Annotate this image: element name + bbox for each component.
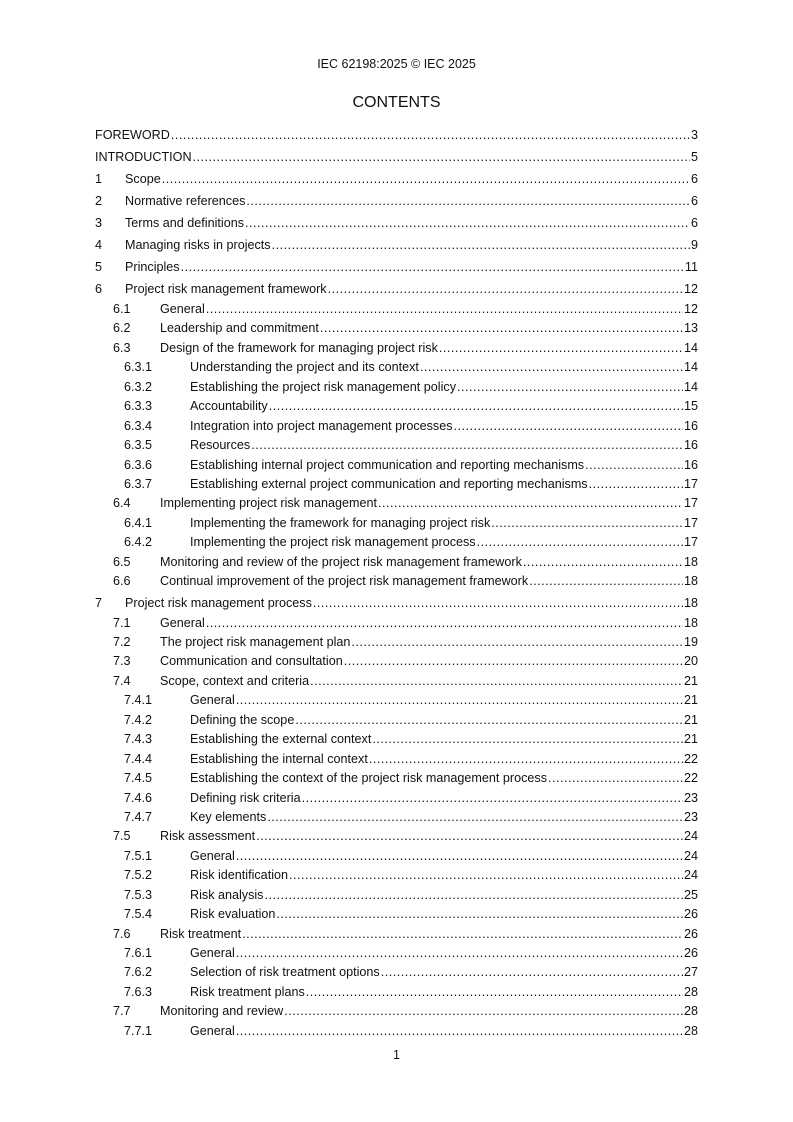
dot-leader [276, 905, 683, 924]
toc-entry-page: 23 [683, 790, 698, 805]
toc-entry-page: 14 [683, 379, 698, 394]
toc-entry-number: 6.3.7 [124, 476, 153, 491]
toc-entry-page: 14 [683, 340, 698, 355]
toc-entry-title: Scope, context and criteria [160, 673, 310, 688]
toc-entry[interactable] [95, 730, 698, 749]
toc-entry-page: 21 [683, 673, 698, 688]
toc-entry[interactable] [95, 789, 698, 808]
toc-entry[interactable] [95, 711, 698, 730]
toc-entry-page: 12 [683, 302, 698, 316]
toc-entry-number: 1 [95, 172, 103, 186]
dot-leader [378, 494, 683, 513]
toc-entry-number: 7.7.1 [124, 1023, 153, 1038]
toc-entry[interactable] [95, 633, 698, 652]
toc-entry-number: 6.4 [113, 496, 131, 511]
toc-entry-title: Selection of risk treatment options [190, 965, 380, 980]
toc-entry-number: 7.7 [113, 1004, 131, 1019]
toc-entry-title: Risk identification [190, 868, 288, 883]
toc-entry-page: 26 [683, 946, 698, 960]
toc-entry-page: 27 [683, 965, 698, 980]
dot-leader [306, 983, 683, 1002]
toc-entry-page: 5 [690, 150, 698, 164]
toc-entry-number: 6.3.6 [124, 457, 153, 472]
toc-entry[interactable] [95, 168, 698, 190]
dot-leader [236, 944, 683, 963]
dot-leader [295, 711, 683, 730]
toc-entry-page: 6 [690, 216, 698, 230]
toc-entry[interactable] [95, 533, 698, 552]
toc-entry-number: 6.6 [113, 574, 131, 589]
toc-entry-title: INTRODUCTION [95, 150, 192, 164]
document-header: IEC 62198:2025 © IEC 2025 [317, 57, 476, 71]
toc-entry-title: Defining risk criteria [190, 790, 301, 805]
dot-leader [320, 319, 683, 338]
toc-entry-number: 7.4.1 [124, 693, 153, 708]
toc-entry-page: 20 [683, 654, 698, 669]
toc-entry-title: Establishing the external context [190, 732, 372, 747]
dot-leader [236, 691, 683, 710]
toc-entry-title: Project risk management process [125, 595, 312, 610]
toc-entry[interactable] [95, 436, 698, 455]
toc-entry-page: 21 [683, 693, 698, 708]
toc-entry[interactable] [95, 963, 698, 982]
dot-leader [589, 475, 683, 494]
toc-entry-number: 7.3 [113, 654, 131, 669]
dot-leader [284, 1002, 683, 1021]
toc-entry-title: Establishing the internal context [190, 751, 368, 766]
toc-entry-page: 17 [683, 476, 698, 491]
toc-entry-number: 7.2 [113, 635, 131, 649]
toc-entry-title: Risk evaluation [190, 907, 276, 922]
toc-entry-title: Integration into project management processes [190, 418, 453, 433]
toc-entry-page: 16 [683, 418, 698, 433]
toc-entry[interactable] [95, 212, 698, 234]
toc-entry-page: 16 [683, 457, 698, 472]
toc-entry-title: Risk treatment [160, 926, 242, 941]
toc-entry-number: 7.4.6 [124, 790, 153, 805]
dot-leader [310, 672, 683, 691]
dot-leader [267, 808, 683, 827]
dot-leader [457, 378, 683, 397]
toc-entry-page: 18 [683, 574, 698, 589]
toc-entry[interactable] [95, 456, 698, 475]
toc-entry-number: 7.5.4 [124, 907, 153, 922]
toc-entry-number: 6.3.1 [124, 360, 153, 375]
dot-leader [491, 514, 683, 533]
toc-entry-page: 26 [683, 926, 698, 941]
toc-entry-title: Monitoring and review of the project risk management framework [160, 554, 522, 569]
toc-entry-number: 7.1 [113, 615, 131, 630]
toc-entry-page: 14 [683, 360, 698, 375]
dot-leader [302, 789, 683, 808]
toc-entry-number: 7.4.2 [124, 712, 153, 727]
toc-entry-page: 18 [683, 615, 698, 630]
toc-entry[interactable] [95, 652, 698, 671]
toc-entry-title: General [160, 615, 205, 630]
toc-entry[interactable] [95, 827, 698, 846]
toc-entry-page: 24 [683, 848, 698, 863]
toc-entry[interactable] [95, 494, 698, 513]
dot-leader [171, 124, 690, 146]
dot-leader [381, 963, 683, 982]
toc-entry-title: FOREWORD [95, 128, 170, 142]
toc-entry-number: 7.4.5 [124, 771, 153, 786]
dot-leader [269, 397, 683, 416]
dot-leader [245, 212, 690, 234]
toc-entry[interactable] [95, 358, 698, 377]
dot-leader [289, 866, 683, 885]
dot-leader [454, 417, 683, 436]
toc-entry[interactable] [95, 339, 698, 358]
toc-entry-title: Understanding the project and its context [190, 360, 419, 375]
toc-entry-number: 7.6 [113, 926, 131, 941]
toc-entry[interactable] [95, 886, 698, 905]
toc-entry-number: 7.5 [113, 829, 131, 844]
toc-entry[interactable] [95, 925, 698, 944]
page-number: 1 [393, 1048, 400, 1062]
toc-entry[interactable] [95, 672, 698, 691]
dot-leader [439, 339, 683, 358]
toc-entry-number: 6.4.1 [124, 515, 153, 530]
toc-entry-title: Implementing project risk management [160, 496, 377, 511]
toc-entry-number: 7.5.1 [124, 848, 153, 863]
toc-entry-page: 21 [683, 712, 698, 727]
toc-entry-page: 28 [683, 984, 698, 999]
toc-entry-page: 9 [690, 238, 698, 252]
toc-entry-title: Leadership and commitment [160, 321, 319, 336]
toc-entry-title: Project risk management framework [125, 282, 327, 296]
toc-entry-page: 3 [690, 128, 698, 142]
toc-entry-number: 7 [95, 595, 103, 610]
toc-entry[interactable] [95, 944, 698, 963]
dot-leader [193, 146, 690, 168]
toc-entry-number: 7.6.3 [124, 984, 153, 999]
toc-entry-page: 18 [683, 595, 698, 610]
toc-entry[interactable] [95, 614, 698, 633]
toc-entry[interactable] [95, 300, 698, 319]
toc-entry-page: 23 [683, 809, 698, 824]
toc-entry-number: 3 [95, 216, 103, 230]
toc-entry-title: Accountability [190, 399, 268, 414]
toc-entry-number: 7.4 [113, 673, 131, 688]
toc-entry-page: 28 [683, 1023, 698, 1038]
toc-entry-title: General [190, 693, 235, 708]
dot-leader [206, 300, 683, 319]
toc-entry-page: 17 [683, 515, 698, 530]
toc-entry-number: 2 [95, 194, 103, 208]
dot-leader [206, 614, 683, 633]
toc-entry-title: General [160, 302, 205, 316]
toc-entry[interactable] [95, 417, 698, 436]
toc-entry[interactable] [95, 866, 698, 885]
dot-leader [477, 533, 683, 552]
toc-entry-title: Risk assessment [160, 829, 256, 844]
toc-entry-title: Establishing internal project communication and reporting mechanisms [190, 457, 585, 472]
toc-entry-page: 24 [683, 829, 698, 844]
toc-entry[interactable] [95, 553, 698, 572]
dot-leader [420, 358, 683, 377]
dot-leader [236, 1022, 683, 1041]
toc-entry-number: 7.5.2 [124, 868, 153, 883]
toc-entry-title: Key elements [190, 809, 267, 824]
toc-entry-number: 5 [95, 260, 103, 274]
toc-entry-number: 7.4.4 [124, 751, 153, 766]
toc-entry-page: 25 [683, 887, 698, 902]
toc-entry[interactable] [95, 572, 698, 591]
toc-entry-number: 6.3.3 [124, 399, 153, 414]
toc-entry-number: 6.3.5 [124, 438, 153, 453]
toc-entry[interactable] [95, 234, 698, 256]
toc-entry-title: Continual improvement of the project risk management framework [160, 574, 529, 589]
toc-entry[interactable] [95, 808, 698, 827]
toc-entry-page: 22 [683, 751, 698, 766]
toc-entry-title: Establishing external project communication and reporting mechanisms [190, 476, 588, 491]
toc-entry[interactable] [95, 769, 698, 788]
toc-entry-page: 11 [684, 260, 698, 274]
toc-entry-page: 19 [683, 635, 698, 649]
toc-entry-title: Implementing the project risk management process [190, 535, 476, 550]
toc-entry-page: 21 [683, 732, 698, 747]
table-of-contents [95, 124, 698, 1041]
dot-leader [162, 168, 690, 190]
dot-leader [523, 553, 683, 572]
dot-leader [264, 886, 683, 905]
toc-entry-page: 6 [690, 194, 698, 208]
toc-entry-title: Implementing the framework for managing project risk [190, 515, 491, 530]
dot-leader [351, 633, 683, 652]
dot-leader [313, 592, 683, 614]
dot-leader [251, 436, 683, 455]
toc-entry[interactable] [95, 514, 698, 533]
toc-entry-title: Monitoring and review [160, 1004, 284, 1019]
toc-entry-title: Communication and consultation [160, 654, 343, 669]
toc-entry-title: Risk treatment plans [190, 984, 305, 999]
dot-leader [585, 456, 683, 475]
dot-leader [328, 278, 683, 300]
toc-entry[interactable] [95, 319, 698, 338]
toc-entry[interactable] [95, 146, 698, 168]
toc-entry-page: 17 [683, 535, 698, 550]
toc-entry-number: 7.6.1 [124, 946, 153, 960]
toc-entry[interactable] [95, 750, 698, 769]
toc-entry-number: 7.4.7 [124, 809, 153, 824]
dot-leader [372, 730, 683, 749]
toc-entry[interactable] [95, 691, 698, 710]
toc-entry[interactable] [95, 190, 698, 212]
toc-entry[interactable] [95, 378, 698, 397]
toc-entry-number: 6.4.2 [124, 535, 153, 550]
toc-entry-title: Normative references [125, 194, 246, 208]
toc-entry-number: 4 [95, 238, 103, 252]
dot-leader [272, 234, 690, 256]
toc-entry-number: 7.4.3 [124, 732, 153, 747]
dot-leader [344, 652, 683, 671]
toc-entry-number: 6.5 [113, 554, 131, 569]
toc-entry-title: General [190, 848, 235, 863]
toc-entry-page: 16 [683, 438, 698, 453]
toc-entry-number: 6.3 [113, 340, 131, 355]
toc-entry-title: Principles [125, 260, 180, 274]
toc-entry-page: 17 [683, 496, 698, 511]
toc-entry-number: 6.3.4 [124, 418, 153, 433]
toc-entry[interactable] [95, 397, 698, 416]
toc-entry-number: 6.1 [113, 302, 131, 316]
toc-entry[interactable] [95, 475, 698, 494]
dot-leader [529, 572, 683, 591]
toc-entry-number: 7.6.2 [124, 965, 153, 980]
toc-entry[interactable] [95, 1002, 698, 1021]
toc-entry-page: 12 [683, 282, 698, 296]
toc-entry-number: 6 [95, 282, 103, 296]
toc-entry[interactable] [95, 1022, 698, 1041]
toc-entry-page: 22 [683, 771, 698, 786]
toc-entry-number: 7.5.3 [124, 887, 153, 902]
toc-entry-title: Establishing the context of the project risk management process [190, 771, 548, 786]
toc-entry-page: 26 [683, 907, 698, 922]
page-title: CONTENTS [352, 94, 441, 111]
toc-entry-page: 13 [683, 321, 698, 336]
toc-entry-title: The project risk management plan [160, 635, 351, 649]
toc-entry-title: Risk analysis [190, 887, 264, 902]
toc-entry[interactable] [95, 905, 698, 924]
toc-entry-page: 6 [690, 172, 698, 186]
dot-leader [242, 925, 683, 944]
toc-entry-title: General [190, 1023, 235, 1038]
toc-entry-title: Terms and definitions [125, 216, 245, 230]
toc-entry[interactable] [95, 983, 698, 1002]
toc-entry-title: Defining the scope [190, 712, 295, 727]
toc-entry-number: 6.2 [113, 321, 131, 336]
toc-entry-title: General [190, 946, 235, 960]
dot-leader [181, 256, 684, 278]
toc-entry-number: 6.3.2 [124, 379, 153, 394]
toc-entry[interactable] [95, 124, 698, 146]
toc-entry-page: 24 [683, 868, 698, 883]
toc-entry-title: Scope [125, 172, 161, 186]
toc-entry-title: Design of the framework for managing project risk [160, 340, 438, 355]
toc-entry[interactable] [95, 847, 698, 866]
dot-leader [246, 190, 690, 212]
toc-entry[interactable] [95, 592, 698, 614]
dot-leader [256, 827, 683, 846]
toc-entry[interactable] [95, 278, 698, 300]
toc-entry-title: Establishing the project risk management policy [190, 379, 456, 394]
toc-entry-page: 18 [683, 554, 698, 569]
toc-entry-page: 15 [683, 399, 698, 414]
toc-entry-title: Resources [190, 438, 251, 453]
toc-entry-page: 28 [683, 1004, 698, 1019]
dot-leader [548, 769, 683, 788]
dot-leader [236, 847, 683, 866]
toc-entry[interactable] [95, 256, 698, 278]
toc-entry-title: Managing risks in projects [125, 238, 271, 252]
dot-leader [369, 750, 683, 769]
